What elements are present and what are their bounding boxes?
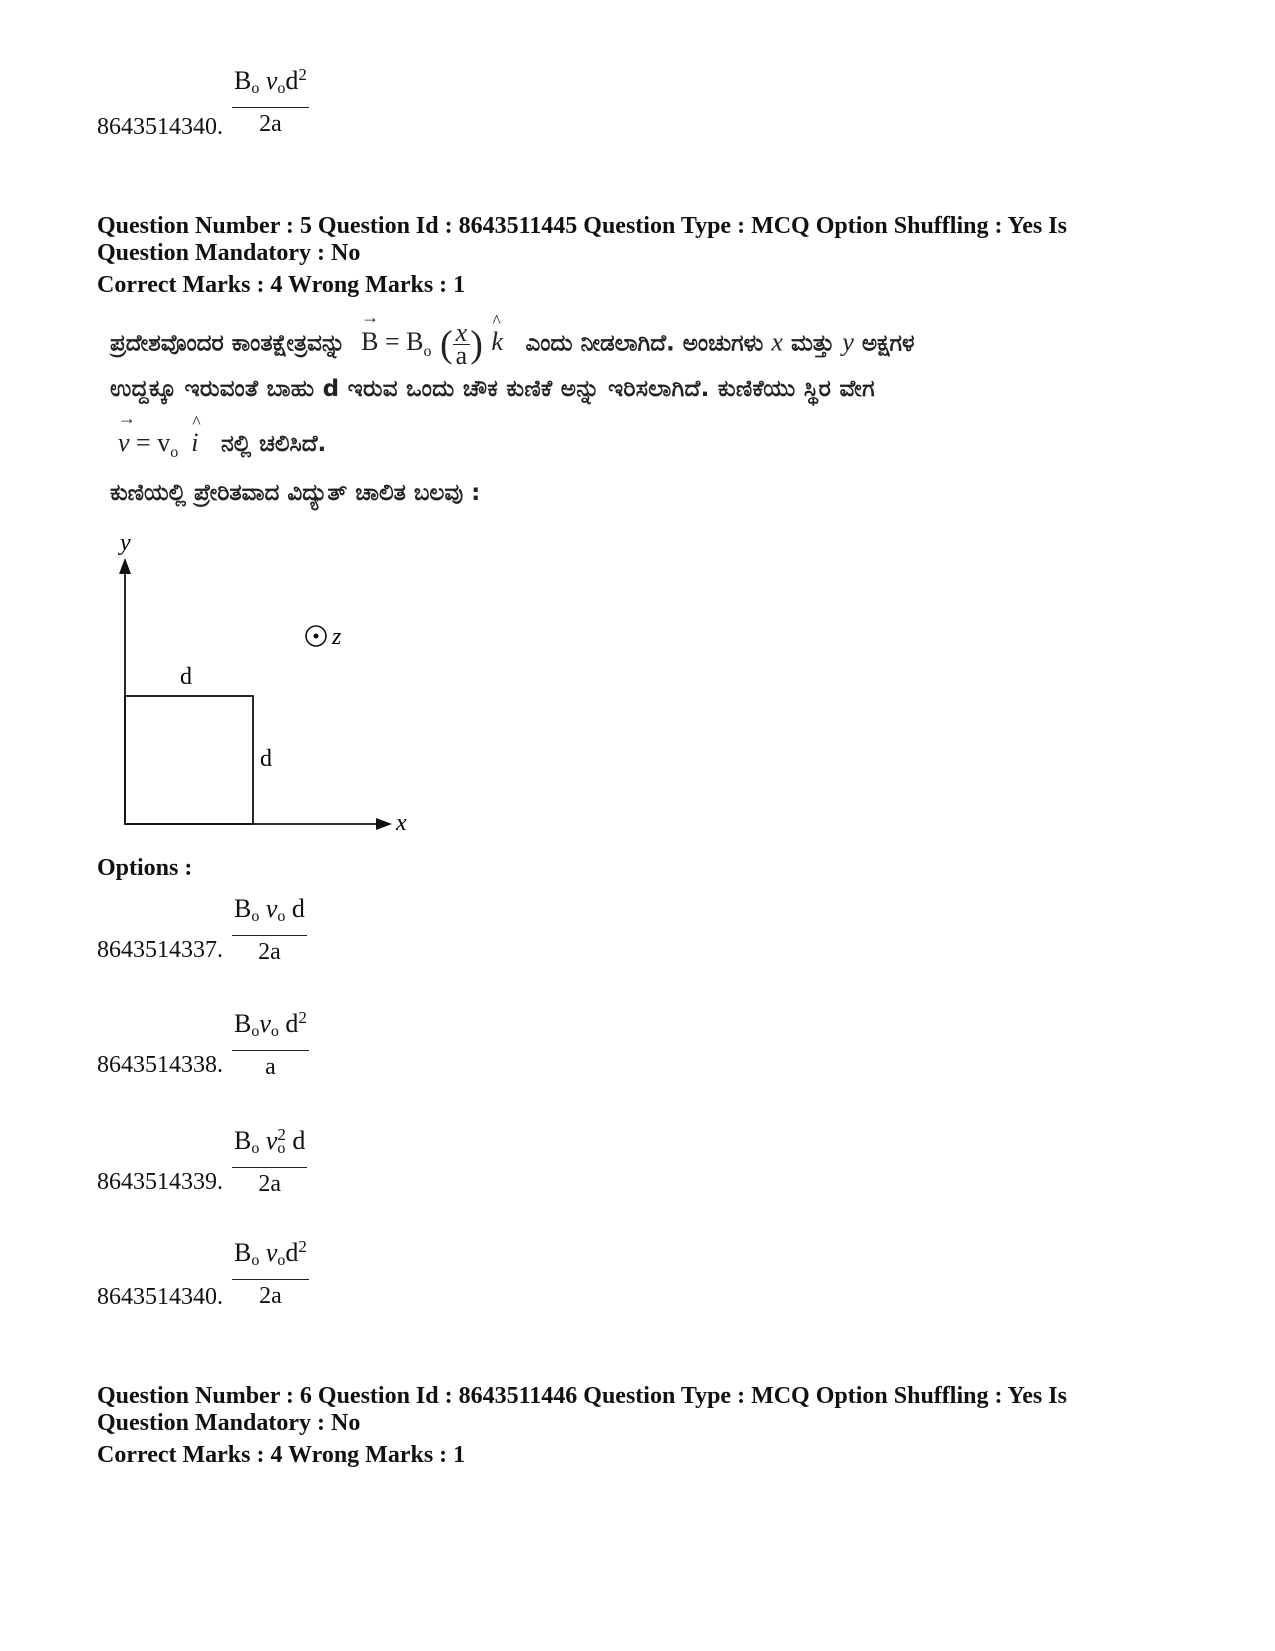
loop-top-side-label: d — [180, 664, 192, 690]
magnetic-field-equation: → $B = B_o$ ( $\frac{x}{a}$ ) ^ k — [361, 307, 503, 370]
loop-right-side-label: d — [260, 746, 272, 772]
text-segment: ಅಕ್ಷಗಳ — [861, 330, 915, 357]
question-5-marks: Correct Marks : 4 Wrong Marks : 1 — [97, 272, 466, 298]
text-segment: ಮತ್ತು — [790, 330, 835, 357]
option-1-id[interactable]: 8643514337. — [97, 937, 223, 963]
prev-option-id: 8643514340. — [97, 114, 223, 140]
question-5-text-line1: ಪ್ರದೇಶವೊಂದರ ಕಾಂತಕ್ಷೇತ್ರವನ್ನು → $B = B_o$ ( $\frac{x}{a}$ ) ^ k ಎಂದು ನೀಡಲಾಗಿದೆ. ಅಂಚುಗಳು x ಮತ್ತು y ಅಕ್ಷಗಳ — [110, 307, 915, 370]
option-2-formula: $B_ov_o$ $d^2$ a — [232, 1003, 309, 1081]
prev-option-formula — [232, 60, 309, 138]
option-4-id[interactable]: 8643514340. — [97, 1284, 223, 1310]
z-out-of-page-icon — [306, 626, 326, 646]
question-6-header-line2: Question Mandatory : No — [97, 1410, 361, 1436]
option-1-formula: $\frac{B_o v_o d}{2a}$ — [232, 888, 307, 966]
question-5-text-line4: ಕುಣಿಯಲ್ಲಿ ಪ್ರೇರಿತವಾದ ವಿದ್ಯುತ್ ಚಾಲಿತ ಬಲವು : — [110, 480, 481, 506]
question-5-text-line2: ಉದ್ದಕ್ಕೂ ಇರುವಂತೆ ಬಾಹು d ಇರುವ ಒಂದು ಚೌಕ ಕುಣಿಕೆ ಅನ್ನು ಇರಿಸಲಾಗಿದೆ. ಕುಣಿಕೆಯು ಸ್ಥಿರ ವೇಗ — [110, 376, 875, 402]
option-2-id[interactable]: 8643514338. — [97, 1052, 223, 1078]
question-6-header-line1: Question Number : 6 Question Id : 8643511446 Question Type : MCQ Option Shuffling : Yes Is — [97, 1383, 1067, 1409]
square-loop — [125, 696, 253, 824]
question-5-header — [97, 213, 1197, 267]
text-segment: ನಲ್ಲಿ ಚಲಿಸಿದೆ. — [220, 431, 327, 457]
question-5-text-line3 — [118, 408, 327, 462]
option-3-formula: $\frac{B_o v_o^2 d}{2a}$ — [232, 1120, 307, 1198]
text-segment: ಪ್ರದೇಶವೊಂದರ ಕಾಂತಕ್ಷೇತ್ರವನ್ನು — [110, 330, 346, 357]
question-5-header-line2: Question Mandatory : No — [97, 240, 361, 266]
option-4-formula: $B_o$ $v_od^2$ 2a — [232, 1232, 309, 1310]
x-axis-arrowhead — [376, 818, 392, 830]
question-6-header — [97, 1383, 1197, 1437]
text-segment: ಎಂದು ನೀಡಲಾಗಿದೆ. ಅಂಚುಗಳು — [525, 330, 764, 357]
question-5-header-line1: Question Number : 5 Question Id : 8643511445 Question Type : MCQ Option Shuffling : Yes Is — [97, 213, 1067, 239]
y-axis-label: y — [120, 530, 131, 556]
formula-numerator: $B_o$ $v_od^2$ — [232, 60, 309, 108]
options-label: Options : — [97, 855, 193, 881]
y-axis-arrowhead — [119, 558, 131, 574]
z-axis-label: z — [332, 624, 342, 650]
velocity-equation: → $v = v_o$ ^ i — [118, 408, 201, 462]
option-3-id[interactable]: 8643514339. — [97, 1169, 223, 1195]
formula-denominator: 2a — [259, 111, 282, 137]
x-axis-label: x — [396, 810, 407, 836]
question-6-marks: Correct Marks : 4 Wrong Marks : 1 — [97, 1442, 466, 1468]
loop-diagram — [100, 530, 440, 840]
